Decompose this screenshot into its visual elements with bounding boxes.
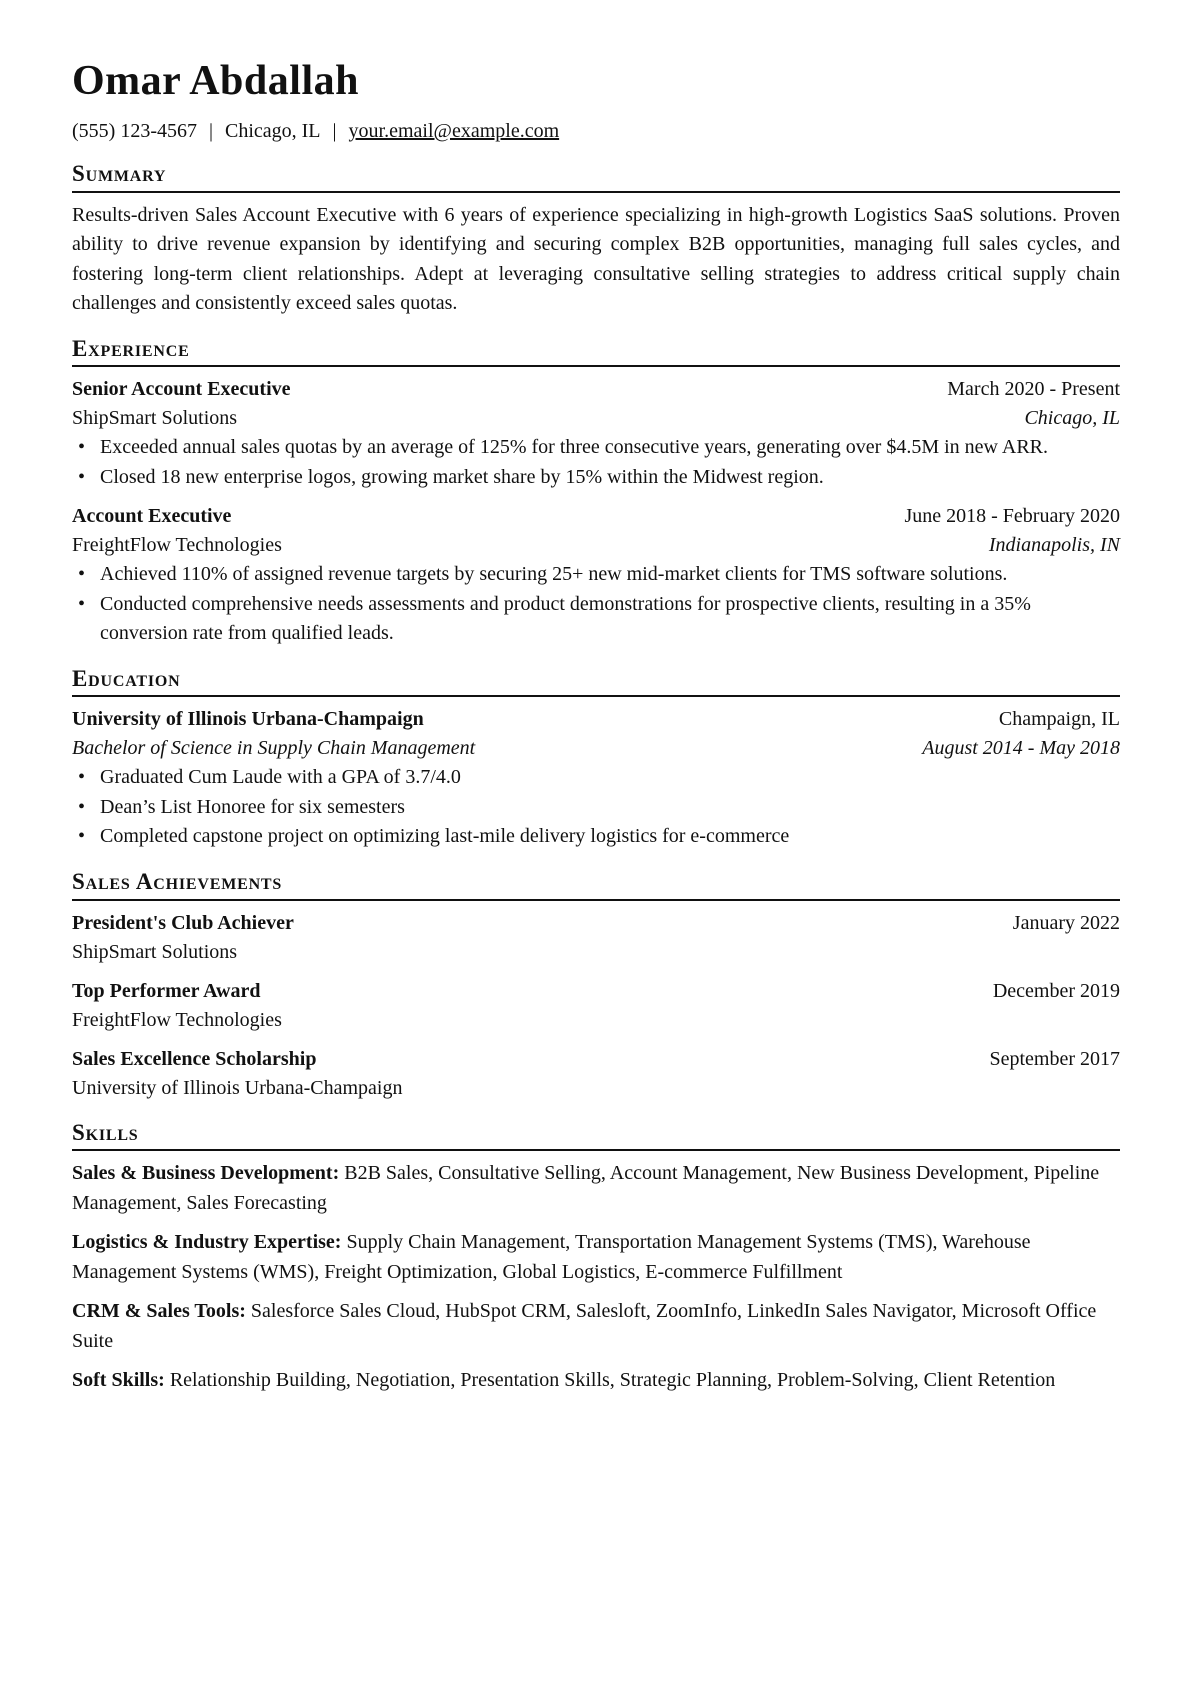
company-name: ShipSmart Solutions [72, 407, 238, 430]
skill-list: Supply Chain Management, Transportation Management Systems (TMS), Warehouse Management Systems (WMS), Freight Optimization, Global Logistics, E-commerce Fulfillment [72, 1231, 1031, 1283]
section-title-skills: Skills [72, 1119, 1120, 1152]
achievement-entry [72, 977, 1120, 1035]
achievement-date: September 2017 [989, 1047, 1120, 1070]
skill-list: Salesforce Sales Cloud, HubSpot CRM, Salesloft, ZoomInfo, LinkedIn Sales Navigator, Microsoft Office Suite [72, 1300, 1097, 1352]
experience-section [72, 335, 1120, 649]
job-entry [72, 375, 1120, 492]
job-dates: June 2018 - February 2020 [904, 505, 1120, 528]
location: Chicago, IL [225, 120, 321, 143]
degree: Bachelor of Science in Supply Chain Management [72, 737, 476, 760]
bullet-item: • Achieved 110% of assigned revenue targets by securing 25+ new mid-market clients for TMS software solutions. [72, 560, 1120, 590]
bullet-item: • Graduated Cum Laude with a GPA of 3.7/4.0 [72, 763, 1120, 793]
bullet-item: • Completed capstone project on optimizing last-mile delivery logistics for e-commerce [72, 822, 1120, 852]
job-title: Account Executive [72, 505, 232, 528]
phone-number: (555) 123-4567 [72, 120, 197, 143]
achievement-date: January 2022 [1012, 911, 1120, 934]
education-section [72, 665, 1120, 852]
achievement-entry [72, 1045, 1120, 1103]
achievement-org: University of Illinois Urbana-Champaign [72, 1076, 403, 1099]
skill-label: CRM & Sales Tools: [72, 1300, 246, 1323]
section-title-achievements: Sales Achievements [72, 868, 1120, 901]
company-name: FreightFlow Technologies [72, 534, 282, 557]
summary-section [72, 160, 1120, 319]
job-title: Senior Account Executive [72, 378, 291, 401]
bullet-item: • Conducted comprehensive needs assessments and product demonstrations for prospective clients, resulting in a 35% conversion rate from qualified leads. [72, 590, 1120, 649]
bullet-item: • Closed 18 new enterprise logos, growing market share by 15% within the Midwest region. [72, 463, 1120, 493]
school-name: University of Illinois Urbana-Champaign [72, 708, 424, 731]
skill-label: Soft Skills: [72, 1369, 165, 1392]
skill-label: Sales & Business Development: [72, 1162, 340, 1185]
achievement-org: FreightFlow Technologies [72, 1008, 282, 1031]
job-entry [72, 502, 1120, 649]
candidate-name: Omar Abdallah [72, 58, 359, 104]
separator: | [332, 120, 337, 143]
education-bullets [72, 763, 1120, 852]
achievement-org: ShipSmart Solutions [72, 940, 238, 963]
section-title-education: Education [72, 665, 1120, 698]
job-location: Indianapolis, IN [988, 534, 1120, 557]
achievement-name: Sales Excellence Scholarship [72, 1047, 317, 1070]
achievement-name: Top Performer Award [72, 979, 261, 1002]
education-entry [72, 705, 1120, 852]
job-location: Chicago, IL [1024, 407, 1120, 430]
job-dates: March 2020 - Present [947, 378, 1120, 401]
job-bullets [72, 560, 1120, 649]
education-dates: August 2014 - May 2018 [922, 737, 1120, 760]
achievement-entry [72, 909, 1120, 967]
job-bullets [72, 433, 1120, 492]
bullet-item: • Dean’s List Honoree for six semesters [72, 793, 1120, 823]
section-title-summary: Summary [72, 160, 1120, 193]
resume-header [72, 58, 1120, 144]
skill-group [72, 1366, 1120, 1396]
separator: | [208, 120, 213, 143]
skill-list: Relationship Building, Negotiation, Presentation Skills, Strategic Planning, Problem-Solving, Client Retention [169, 1369, 1056, 1392]
skill-group [72, 1228, 1120, 1287]
achievement-date: December 2019 [992, 979, 1120, 1002]
skill-group [72, 1159, 1120, 1218]
school-location: Champaign, IL [998, 708, 1120, 731]
bullet-item: • Exceeded annual sales quotas by an average of 125% for three consecutive years, generating over $4.5M in new ARR. [72, 433, 1120, 463]
summary-text: Results-driven Sales Account Executive with 6 years of experience specializing in high-growth Logistics SaaS solutions. Proven ability to drive revenue expansion by identifying and securing complex B2B opportunities, managing full sales cycles, and fostering long-term client relationships. Adept at leveraging consultative selling strategies to address critical supply chain challenges and consistently exceed sales quotas. [72, 203, 1120, 315]
skill-list: B2B Sales, Consultative Selling, Account Management, New Business Development, Pipeline Management, Sales Forecasting [72, 1162, 1100, 1214]
skills-section [72, 1119, 1120, 1396]
skill-group [72, 1297, 1120, 1356]
section-title-experience: Experience [72, 335, 1120, 368]
email-link[interactable]: your.email@example.com [348, 120, 560, 143]
achievements-section [72, 868, 1120, 1103]
contact-line [72, 118, 1120, 144]
skill-label: Logistics & Industry Expertise: [72, 1231, 342, 1254]
achievement-name: President's Club Achiever [72, 911, 294, 934]
